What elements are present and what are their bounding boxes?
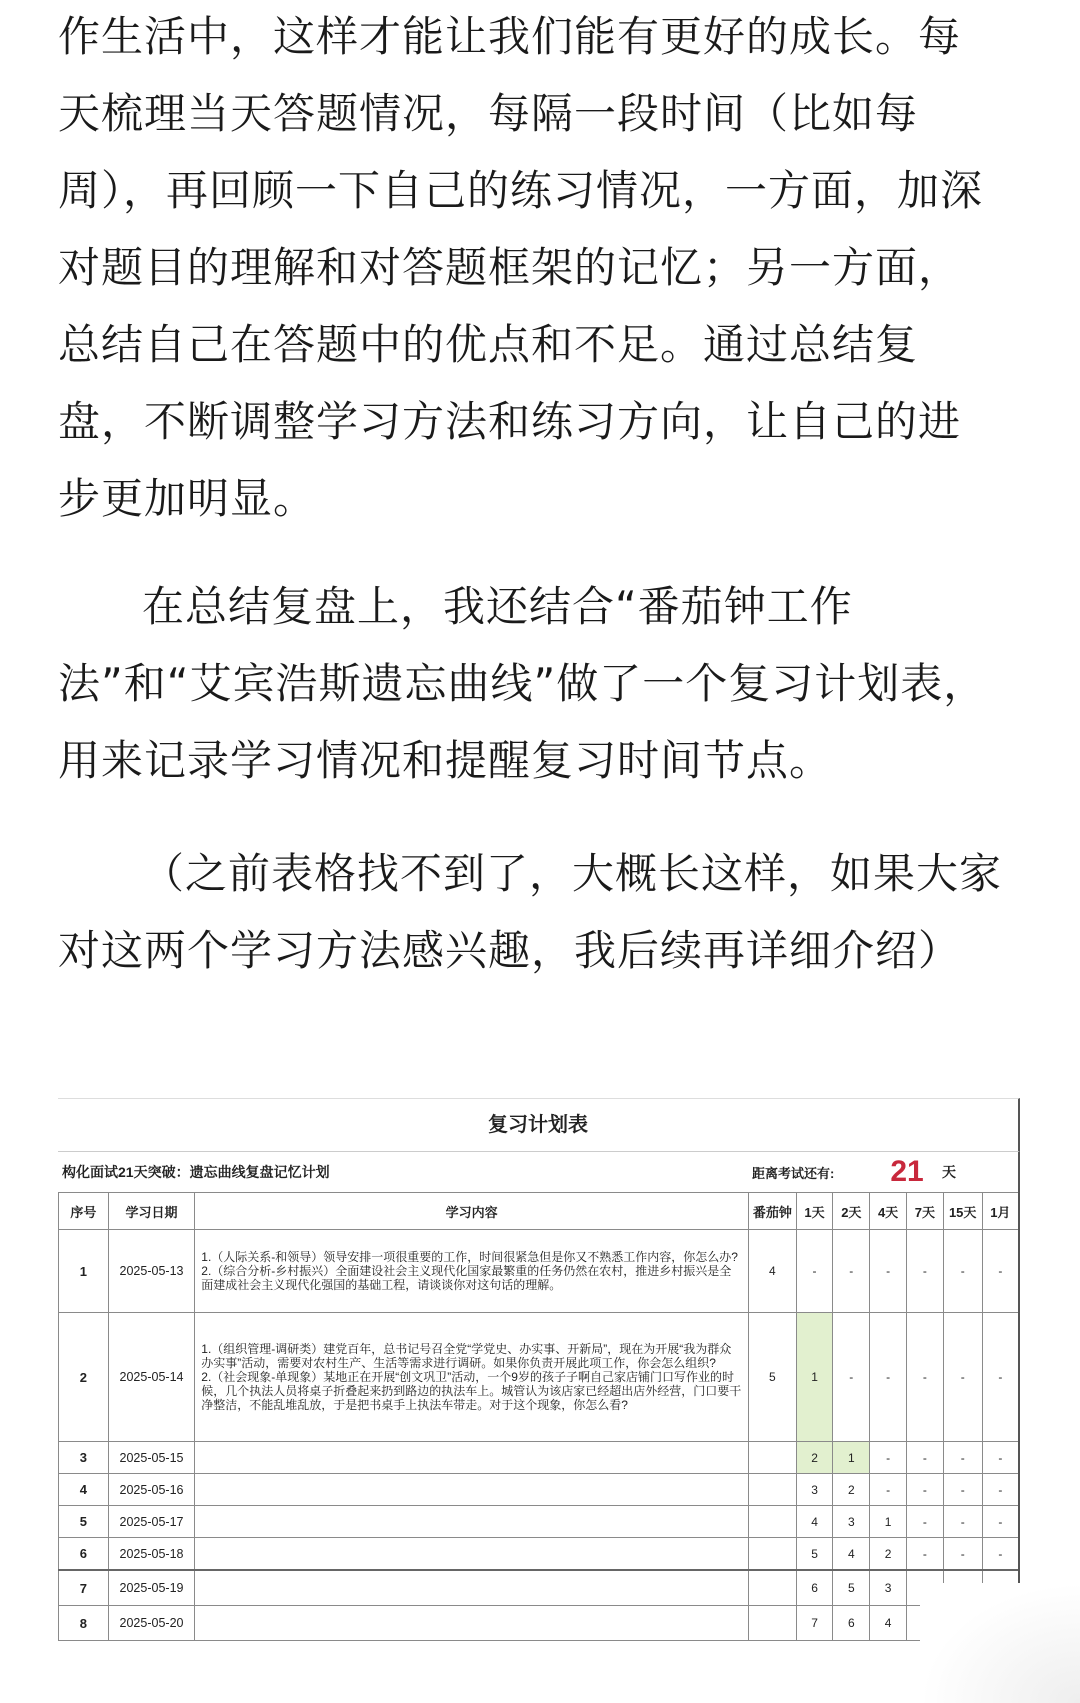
cell-15day: - [943,1313,982,1442]
header-1month: 1月 [982,1193,1019,1230]
cell-1day: 5 [796,1538,833,1571]
cell-index: 2 [59,1313,109,1442]
cell-4day: - [870,1442,907,1474]
cell-4day: 2 [870,1538,907,1571]
cell-date: 2025-05-17 [108,1506,195,1538]
cell-1month: - [982,1474,1019,1506]
cell-4day: 4 [870,1606,907,1641]
header-7day: 7天 [906,1193,943,1230]
table-row [59,1474,1020,1506]
sheet-subtitle-row [58,1151,1020,1192]
cell-1day: 3 [796,1474,833,1506]
cell-7day: - [906,1313,943,1442]
cell-1month: - [982,1230,1019,1313]
table-header-row [59,1193,1020,1230]
header-2day: 2天 [833,1193,870,1230]
cell-index: 8 [59,1606,109,1641]
cell-2day: 3 [833,1506,870,1538]
cell-content [195,1570,749,1606]
cell-tomato [749,1570,797,1606]
cell-2day: 1 [833,1442,870,1474]
cell-2day: 5 [833,1570,870,1606]
cell-4day: - [870,1230,907,1313]
cell-7day: - [906,1474,943,1506]
cell-1day: 7 [796,1606,833,1641]
paragraph-summary: 作生活中，这样才能让我们能有更好的成长。每天梳理当天答题情况，每隔一段时间（比如每周），再回顾一下自己的练习情况，一方面，加深对题目的理解和对答题框架的记忆；另一方面，总结自己在答题中的优点和不足。通过总结复盘，不断调整学习方法和练习方向，让自己的进步更加明显。 [58,12,984,523]
cell-tomato [749,1442,797,1474]
cell-content [195,1538,749,1571]
cell-1month: - [982,1538,1019,1571]
cell-7day: - [906,1506,943,1538]
cell-tomato [749,1538,797,1571]
paragraph-note: （之前表格找不到了，大概长这样，如果大家对这两个学习方法感兴趣，我后续再详细介绍） [58,849,1003,975]
header-1day: 1天 [796,1193,833,1230]
cell-4day: - [870,1313,907,1442]
cell-index: 7 [59,1570,109,1606]
cell-2day: 6 [833,1606,870,1641]
cell-tomato [749,1506,797,1538]
cell-index: 4 [59,1474,109,1506]
header-4day: 4天 [870,1193,907,1230]
table-row [59,1538,1020,1571]
review-plan-sheet-image [58,1098,1020,1641]
cell-date: 2025-05-20 [108,1606,195,1641]
cell-content [195,1506,749,1538]
header-index: 序号 [59,1193,109,1230]
countdown-unit: 天 [942,1164,956,1180]
table-row [59,1230,1020,1313]
cell-tomato: 4 [749,1230,797,1313]
review-plan-table [58,1192,1020,1641]
cell-1day: 4 [796,1506,833,1538]
table-row [59,1442,1020,1474]
cell-index: 6 [59,1538,109,1571]
countdown-value: 21 [890,1155,924,1188]
cell-1day: 2 [796,1442,833,1474]
cell-content [195,1442,749,1474]
cell-1month: - [982,1442,1019,1474]
cell-1day: 6 [796,1570,833,1606]
cell-date: 2025-05-13 [108,1230,195,1313]
cell-2day: - [833,1230,870,1313]
cell-date: 2025-05-14 [108,1313,195,1442]
cell-4day: 1 [870,1506,907,1538]
cell-1month: - [982,1313,1019,1442]
cell-tomato: 5 [749,1313,797,1442]
cell-2day: - [833,1313,870,1442]
cell-1month: - [982,1506,1019,1538]
cell-tomato [749,1606,797,1641]
cell-4day: - [870,1474,907,1506]
table-row [59,1313,1020,1442]
countdown-label: 距离考试还有: [752,1165,835,1181]
cell-tomato [749,1474,797,1506]
cell-15day: - [943,1474,982,1506]
cell-15day: - [943,1506,982,1538]
cell-content [195,1606,749,1641]
table-row [59,1570,1020,1606]
cell-4day: 3 [870,1570,907,1606]
header-15day: 15天 [943,1193,982,1230]
header-content: 学习内容 [195,1193,749,1230]
corner-shadow [920,1583,1080,1703]
cell-date: 2025-05-15 [108,1442,195,1474]
cell-15day: - [943,1538,982,1571]
cell-index: 1 [59,1230,109,1313]
cell-2day: 4 [833,1538,870,1571]
cell-15day: - [943,1442,982,1474]
header-tomato: 番茄钟 [749,1193,797,1230]
cell-content: 1.（组织管理-调研类）建党百年，总书记号召全党“学党史、办实事、开新局”，现在为开展“我为群众办实事”活动，需要对农村生产、生活等需求进行调研。如果你负责开展此项工作，你会怎么组织? 2.（社会现象-单现象）某地正在开展“创文巩卫”活动，一个9岁的孩子子啊自己家店铺门口写作业的时候，几个执法人员将桌子折叠起来扔到路边的执法车上。城管认为该店家已经超出店外经营，门口要干净整洁，不能乱堆乱放，于是把书桌手上执法车带走。对于这个现象，你怎么看? [195,1313,749,1442]
sheet-title: 复习计划表 [58,1098,1020,1151]
cell-15day: - [943,1230,982,1313]
cell-7day: - [906,1230,943,1313]
cell-index: 3 [59,1442,109,1474]
cell-2day: 2 [833,1474,870,1506]
cell-7day: - [906,1538,943,1571]
cell-index: 5 [59,1506,109,1538]
cell-1day: - [796,1230,833,1313]
table-row [59,1506,1020,1538]
cell-content [195,1474,749,1506]
cell-date: 2025-05-16 [108,1474,195,1506]
table-row [59,1606,1020,1641]
cell-content: 1.（人际关系-和领导）领导安排一项很重要的工作，时间很紧急但是你又不熟悉工作内容，你怎么办? 2.（综合分析-乡村振兴）全面建设社会主义现代化国家最繁重的任务仍然在农村，推进乡村振兴是全面建成社会主义现代化强国的基础工程，请谈谈你对这句话的理解。 [195,1230,749,1313]
header-date: 学习日期 [108,1193,195,1230]
cell-date: 2025-05-19 [108,1570,195,1606]
sheet-subtitle: 构化面试21天突破：遗忘曲线复盘记忆计划 [62,1164,330,1180]
paragraph-review-plan: 在总结复盘上，我还结合“番茄钟工作法”和“艾宾浩斯遗忘曲线”做了一个复习计划表，用来记录学习情况和提醒复习时间节点。 [58,582,987,785]
cell-1day: 1 [796,1313,833,1442]
cell-date: 2025-05-18 [108,1538,195,1571]
cell-7day: - [906,1442,943,1474]
